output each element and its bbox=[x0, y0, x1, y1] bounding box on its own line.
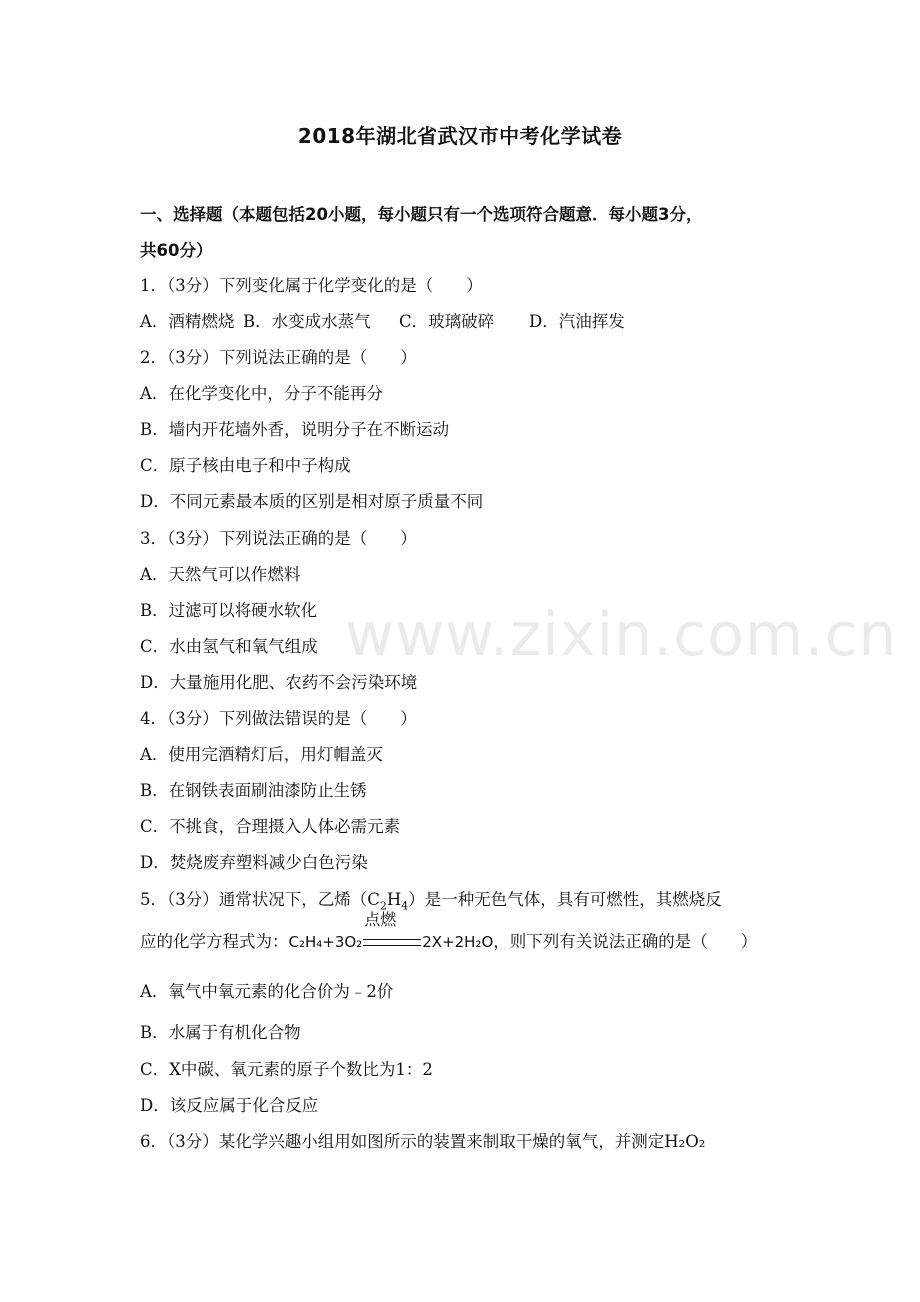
q6-stem: 6．（3分）某化学兴趣小组用如图所示的装置来制取干燥的氧气，并测定H₂O₂ bbox=[140, 1132, 706, 1151]
q3-stem: 3．（3分）下列说法正确的是（ ） bbox=[140, 529, 417, 548]
watermark: www.zixin.com.cn bbox=[345, 600, 898, 670]
q4-option-a: A．使用完酒精灯后，用灯帽盖灭 bbox=[140, 745, 383, 764]
q5-option-c: C．X中碳、氧元素的原子个数比为1：2 bbox=[140, 1060, 433, 1079]
reaction-condition: 点燃 bbox=[364, 910, 397, 929]
reaction-condition-arrow bbox=[362, 910, 422, 954]
q1-option-b: B．水变成水蒸气 bbox=[243, 312, 371, 331]
q1-option-c: C．玻璃破碎 bbox=[399, 312, 495, 331]
q3-option-b: B．过滤可以将硬水软化 bbox=[140, 601, 318, 620]
q4-option-b: B．在钢铁表面刷油漆防止生锈 bbox=[140, 781, 367, 800]
q5-option-d: D．该反应属于化合反应 bbox=[140, 1096, 319, 1115]
section-heading-line2: 共60分） bbox=[140, 241, 213, 260]
section-heading-line1: 一、选择题（本题包括20小题，每小题只有一个选项符合题意．每小题3分， bbox=[140, 205, 703, 224]
q3-option-d: D．大量施用化肥、农药不会污染环境 bbox=[140, 673, 418, 692]
page-title: 2018年湖北省武汉市中考化学试卷 bbox=[297, 124, 623, 148]
q2-option-b: B．墙内开花墙外香，说明分子在不断运动 bbox=[140, 420, 450, 439]
q5-option-b: B．水属于有机化合物 bbox=[140, 1023, 301, 1042]
q4-option-c: C．不挑食，合理摄入人体必需元素 bbox=[140, 817, 401, 836]
q2-option-d: D．不同元素最本质的区别是相对原子质量不同 bbox=[140, 492, 484, 511]
q2-stem: 2．（3分）下列说法正确的是（ ） bbox=[140, 348, 417, 367]
q4-option-d: D．焚烧废弃塑料减少白色污染 bbox=[140, 853, 368, 872]
equation-products: 2X+2H₂O bbox=[422, 933, 494, 951]
q5-stem-line2: 应的化学方程式为：C₂H₄+3O₂ 点燃 2X+2H₂O，则下列有关说法正确的是（ ） bbox=[140, 930, 790, 954]
q3-option-c: C．水由氢气和氧气组成 bbox=[140, 637, 318, 656]
q5-option-a: A．氧气中氧元素的化合价为﹣2价 bbox=[140, 982, 394, 1001]
q2-option-c: C．原子核由电子和中子构成 bbox=[140, 456, 351, 475]
q3-option-a: A．天然气可以作燃料 bbox=[140, 565, 301, 584]
q1-option-a: A．酒精燃烧 bbox=[140, 312, 235, 331]
q1-stem: 1．（3分）下列变化属于化学变化的是（ ） bbox=[140, 276, 483, 295]
q5-stem-line1: 5．（3分）通常状况下，乙烯$(C_2H_4)$是一种无色气体，具有可燃性，其燃烧反 bbox=[140, 890, 722, 913]
q1-options bbox=[140, 310, 790, 334]
q1-option-d: D．汽油挥发 bbox=[529, 312, 625, 331]
q4-stem: 4．（3分）下列做法错误的是（ ） bbox=[140, 709, 417, 728]
equation-reactants: C₂H₄+3O₂ bbox=[288, 933, 363, 951]
q2-option-a: A．在化学变化中，分子不能再分 bbox=[140, 384, 383, 403]
